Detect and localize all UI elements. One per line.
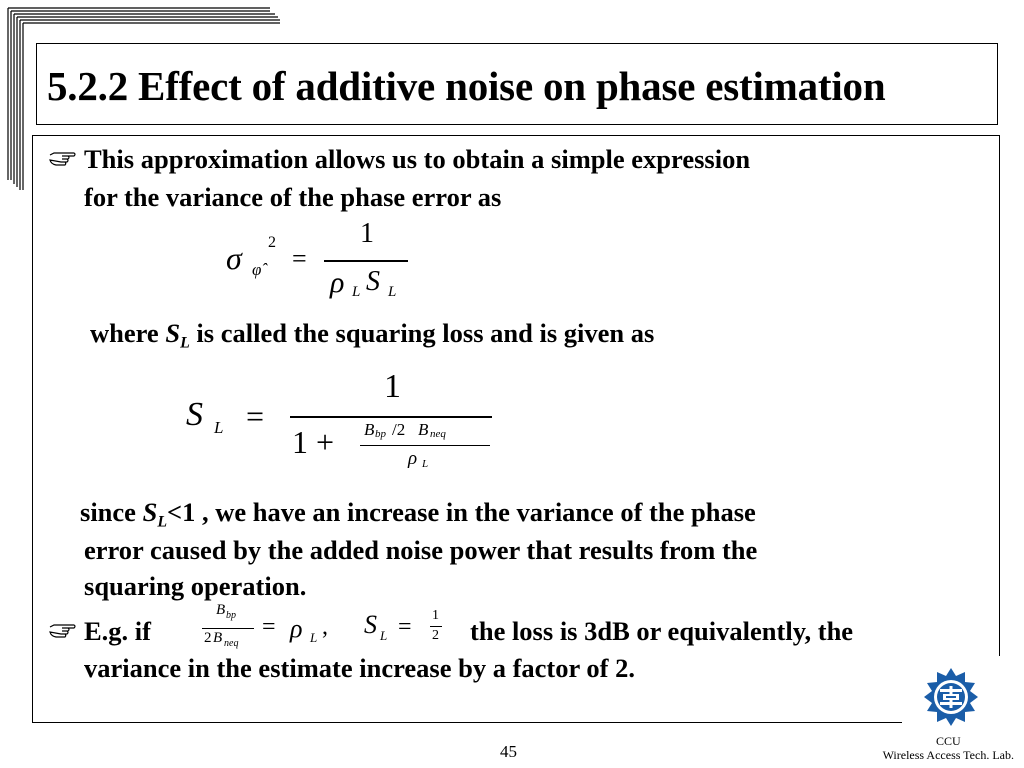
since-L: L: [157, 513, 168, 531]
title-frame: [36, 43, 998, 125]
eq2-one-plus: 1 +: [292, 424, 335, 460]
since-S: S: [142, 497, 158, 527]
eq2-S: S: [186, 396, 203, 433]
eq2-S-sub: L: [214, 418, 224, 437]
eg-label: E.g. if: [84, 616, 151, 646]
eq1-sigma: σ: [226, 240, 242, 276]
eg-line2: variance in the estimate increase by a factor of 2.: [84, 653, 635, 683]
bullet1-line1: This approximation allows us to obtain a simple expression: [84, 144, 751, 174]
since-post: <1 , we have an increase in the variance of the phase: [167, 497, 756, 527]
since-line3: squaring operation.: [84, 571, 307, 601]
eq1-S-sub: L: [388, 284, 397, 300]
where-line: [90, 318, 654, 353]
eq1-numerator: 1: [360, 218, 374, 249]
where-L: L: [180, 334, 190, 352]
equation-squaring-loss: [186, 370, 506, 480]
eq3-bp: bp: [226, 610, 236, 621]
eq3-comma: ,: [322, 614, 328, 640]
eq2-B2: B: [418, 420, 429, 439]
eq2-B: B: [364, 420, 375, 439]
footer-org: CCU: [936, 734, 961, 748]
page-number: 45: [500, 742, 517, 761]
eq3-equals: =: [262, 614, 276, 640]
eq1-phi-hat: φ̂: [252, 260, 262, 279]
pointing-hand-icon: [48, 620, 78, 640]
eg-result: the loss is 3dB or equivalently, the: [470, 616, 854, 646]
eq3-S: S: [364, 610, 377, 639]
frame-gap: [996, 656, 1006, 726]
footer-lab: Wireless Access Tech. Lab.: [882, 748, 1014, 762]
eq3-rho-sub: L: [310, 630, 318, 645]
eq3-equals2: =: [398, 614, 412, 640]
eq2-fraction-bar: [290, 416, 492, 418]
equation-phase-variance: [226, 218, 416, 304]
since-pre: since: [80, 497, 143, 527]
eq2-rho-sub: L: [422, 458, 429, 470]
eq3-B2: B: [213, 630, 223, 646]
eq2-inner-fraction-bar: [360, 445, 490, 446]
eq1-fraction-bar: [324, 260, 408, 262]
eq3-two: 2: [204, 630, 212, 646]
eq3-half-num: 1: [432, 608, 439, 623]
eq1-S: S: [366, 266, 380, 297]
eq3-fraction-bar: [202, 628, 254, 629]
eq1-rho: ρ: [330, 266, 345, 299]
content-bottom-rule: [32, 722, 902, 723]
where-S: S: [165, 318, 181, 348]
university-seal-icon: [920, 666, 982, 728]
pointing-hand-icon: [48, 148, 78, 168]
since-line2: error caused by the added noise power that results from the: [84, 535, 758, 565]
where-pre: where: [90, 318, 166, 348]
eq3-half-bar: [430, 626, 442, 627]
eq3-B: B: [216, 602, 226, 618]
eq2-bp: bp: [375, 428, 386, 440]
eq2-slash-two: /2: [392, 420, 406, 439]
eq1-rho-sub: L: [352, 284, 361, 300]
eq3-rho: ρ: [290, 614, 303, 643]
eq2-numerator: 1: [384, 368, 401, 405]
bullet1-line2: for the variance of the phase error as: [84, 182, 502, 212]
since-line1: [80, 497, 756, 532]
eq1-squared: 2: [268, 234, 276, 251]
where-post: is called the squaring loss and is given as: [189, 318, 655, 348]
eq3-half-den: 2: [432, 628, 439, 643]
eq3-S-sub: L: [380, 628, 388, 643]
eq2-rho: ρ: [408, 448, 418, 469]
eq1-equals: =: [292, 244, 307, 273]
eq2-equals: =: [246, 398, 265, 434]
eq2-neq: neq: [430, 428, 446, 440]
slide-title: 5.2.2 Effect of additive noise on phase estimation: [47, 63, 886, 109]
eq3-neq: neq: [224, 638, 239, 649]
